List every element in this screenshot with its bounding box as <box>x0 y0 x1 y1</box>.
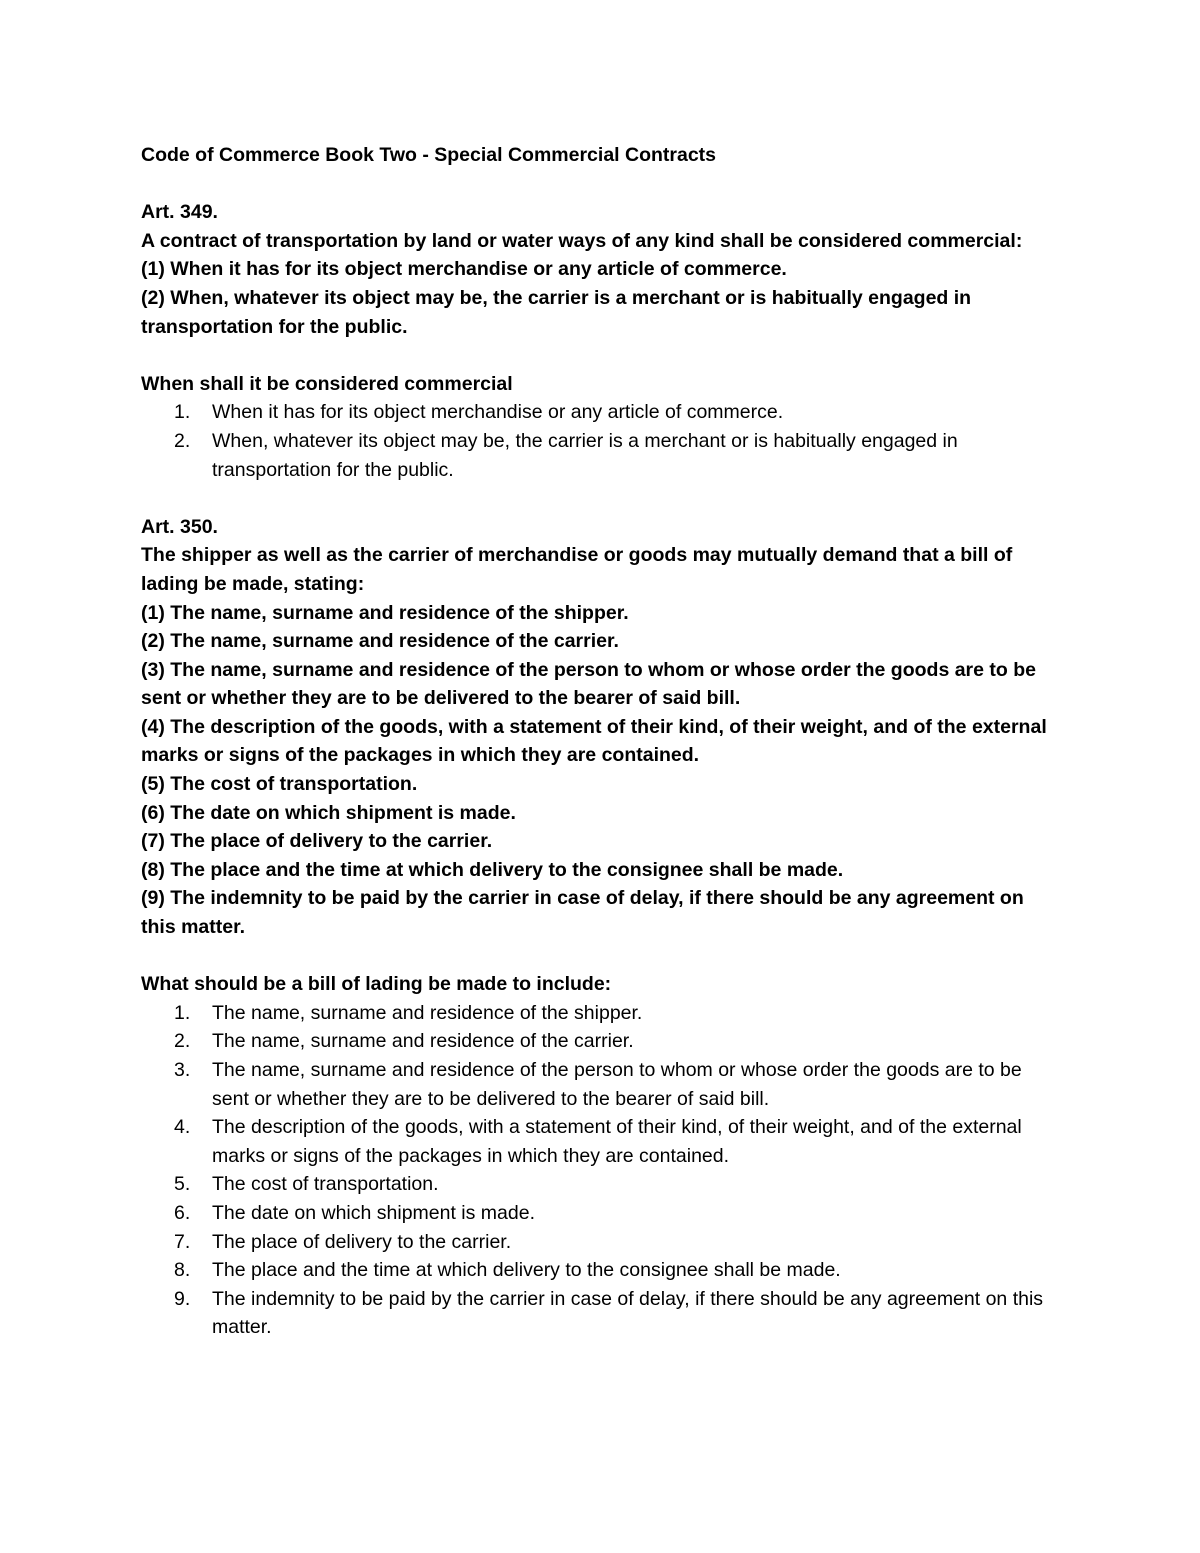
list-number: 3. <box>174 1059 191 1081</box>
document-title: Code of Commerce Book Two - Special Commercial Contracts <box>141 144 717 166</box>
list-text: The name, surname and residence of the shipper. <box>212 1001 643 1024</box>
article-intro: The shipper as well as the carrier of merchandise or goods may mutually demand that a bill of lading be made, stating: <box>141 544 1013 595</box>
list-number: 1. <box>174 401 191 424</box>
list-item <box>141 1056 1061 1113</box>
list-text: The date on which shipment is made. <box>212 1201 536 1224</box>
list-item <box>141 1256 1061 1285</box>
list-item <box>141 1113 1061 1170</box>
list-text: The indemnity to be paid by the carrier in case of delay, if there should be any agreement on this matter. <box>212 1287 1044 1339</box>
list-item <box>141 1170 1061 1199</box>
article-item: (2) The name, surname and residence of the carrier. <box>141 630 619 653</box>
list-item <box>141 1285 1061 1342</box>
spacer <box>141 341 1061 370</box>
document-page <box>141 141 1061 1342</box>
summary-list <box>141 398 1061 484</box>
article-heading: Art. 350. <box>141 515 218 538</box>
list-text: The cost of transportation. <box>212 1173 439 1196</box>
article-item: (5) The cost of transportation. <box>141 773 418 796</box>
spacer <box>141 484 1061 513</box>
article-349 <box>141 198 1061 341</box>
list-text: The name, surname and residence of the person to whom or whose order the goods are to be sent or whether they are to be delivered to the bearer of said bill. <box>212 1059 1022 1110</box>
summary-list <box>141 999 1061 1342</box>
list-text: When it has for its object merchandise or any article of commerce. <box>212 401 784 424</box>
summary-heading: When shall it be considered commercial <box>141 372 513 395</box>
list-text: The place of delivery to the carrier. <box>212 1230 512 1253</box>
list-item <box>141 1027 1061 1056</box>
list-item <box>141 999 1061 1028</box>
article-item: (9) The indemnity to be paid by the carrier in case of delay, if there should be any agreement on this matter. <box>141 887 1024 939</box>
list-text: The name, surname and residence of the carrier. <box>212 1030 634 1053</box>
list-number: 8. <box>174 1259 191 1282</box>
article-350 <box>141 513 1061 942</box>
summary-heading: What should be a bill of lading be made to include: <box>141 973 612 996</box>
article-item: (3) The name, surname and residence of the person to whom or whose order the goods are to be sent or whether they are to be delivered to the bearer of said bill. <box>141 658 1036 710</box>
list-text: The description of the goods, with a statement of their kind, of their weight, and of the external marks or signs of the packages in which they are contained. <box>212 1116 1022 1167</box>
spacer <box>141 942 1061 971</box>
list-number: 4. <box>174 1116 191 1139</box>
list-number: 2. <box>174 429 191 452</box>
article-item: (1) The name, surname and residence of the shipper. <box>141 601 629 624</box>
list-number: 5. <box>174 1173 191 1196</box>
list-number: 6. <box>174 1201 191 1224</box>
article-intro: A contract of transportation by land or water ways of any kind shall be considered commercial: <box>141 229 1023 252</box>
article-item: (4) The description of the goods, with a statement of their kind, of their weight, and of the external marks or signs of the packages in which they are contained. <box>141 715 1047 767</box>
article-item: (2) When, whatever its object may be, the carrier is a merchant or is habitually engaged in transportation for the public. <box>141 286 972 338</box>
list-number: 9. <box>174 1287 191 1310</box>
list-text: The place and the time at which delivery to the consignee shall be made. <box>212 1259 841 1282</box>
list-number: 2. <box>174 1030 191 1053</box>
list-text: When, whatever its object may be, the carrier is a merchant or is habitually engaged in transportation for the public. <box>212 429 958 481</box>
article-item: (1) When it has for its object merchandise or any article of commerce. <box>141 258 787 281</box>
list-item <box>141 1199 1061 1228</box>
article-item: (7) The place of delivery to the carrier. <box>141 830 493 853</box>
list-number: 1. <box>174 1001 191 1024</box>
article-item: (6) The date on which shipment is made. <box>141 801 516 824</box>
spacer <box>141 170 1061 199</box>
list-item <box>141 398 1061 427</box>
article-item: (8) The place and the time at which delivery to the consignee shall be made. <box>141 858 844 881</box>
list-item <box>141 1228 1061 1257</box>
list-item <box>141 427 1061 484</box>
list-number: 7. <box>174 1230 191 1253</box>
article-heading: Art. 349. <box>141 201 218 224</box>
